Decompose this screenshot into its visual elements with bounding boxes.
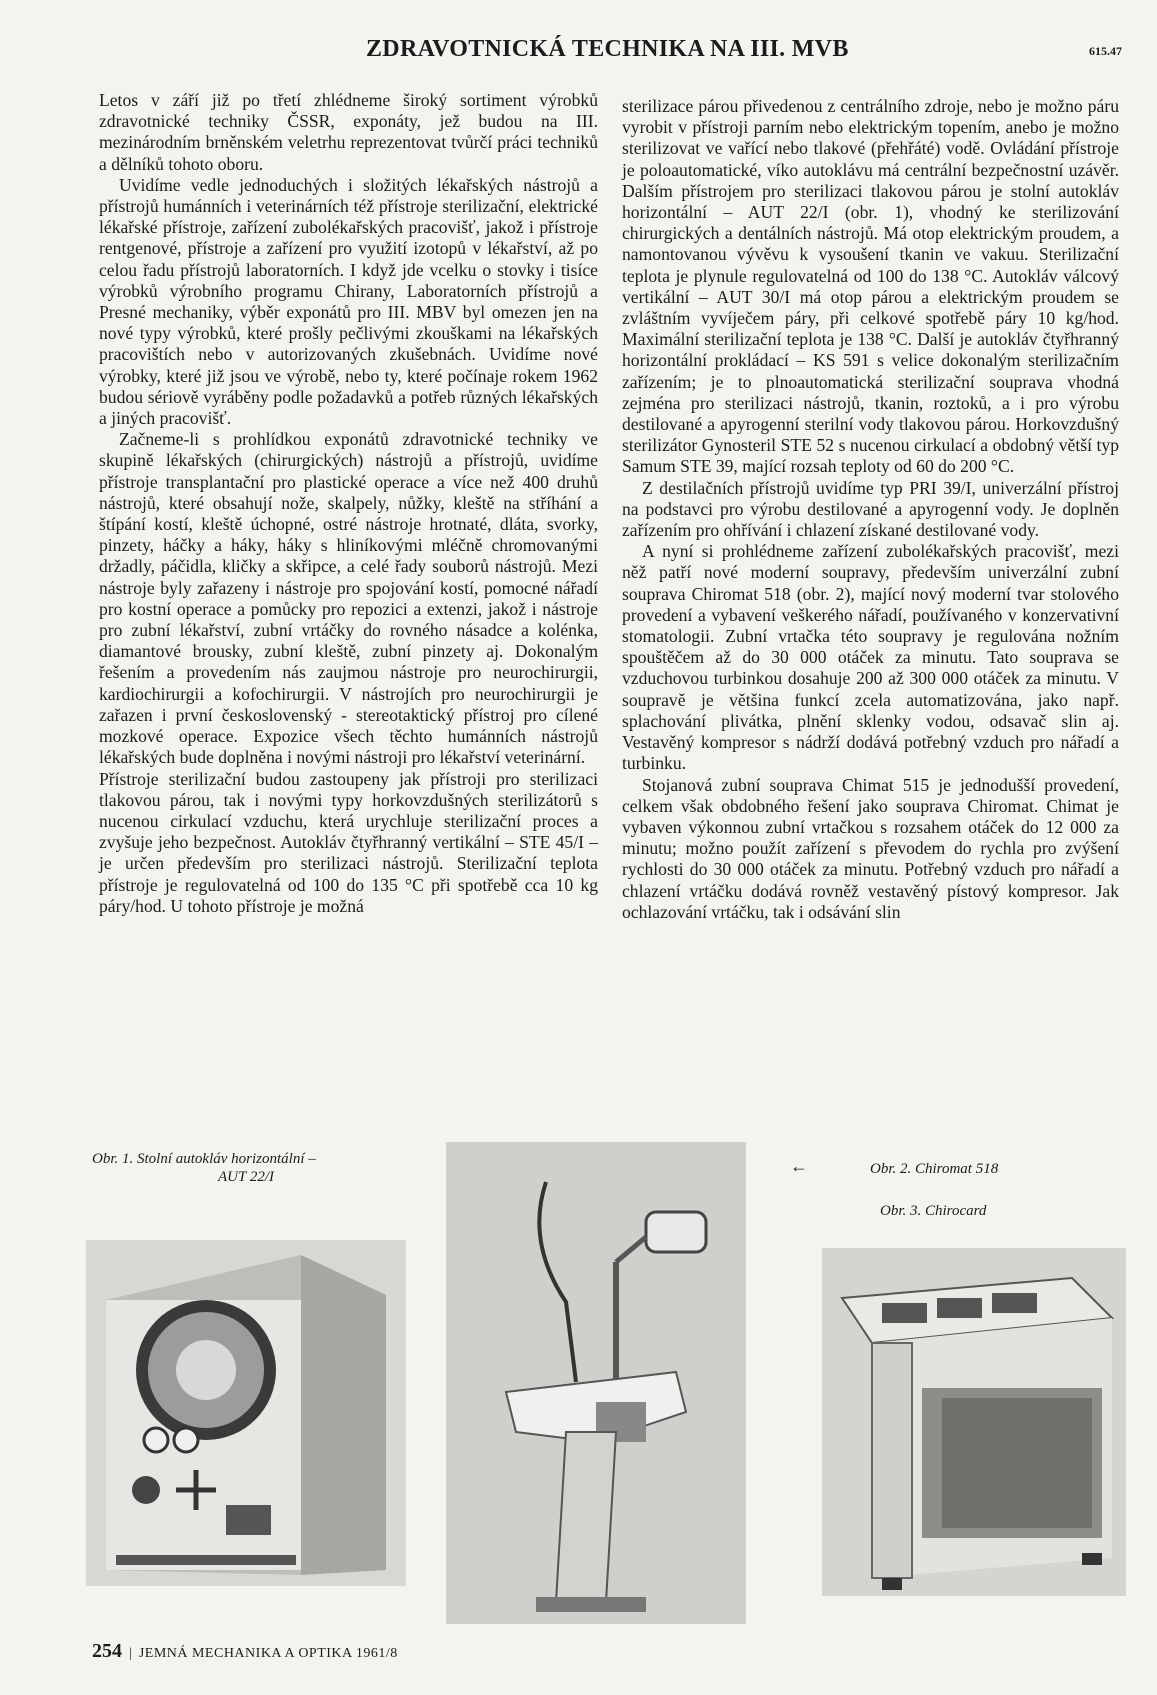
paragraph: Z destilačních přístrojů uvidíme typ PRI 39/I, univerzální přístroj na podstavci pro výrobu destilované a apyrogenní vody. Je doplněn zařízením pro ohřívání i chlazení získané destilované vody.: [622, 477, 1119, 541]
figure-3-caption: Obr. 3. Chirocard: [880, 1203, 987, 1219]
figure-2-caption: Obr. 2. Chiromat 518: [870, 1161, 999, 1177]
figure-1-caption-line1: Obr. 1. Stolní autokláv horizontální –: [92, 1151, 316, 1167]
journal-name: JEMNÁ MECHANIKA A OPTIKA 1961/8: [138, 1646, 398, 1661]
article-column-left: [99, 90, 598, 917]
figure-1-photo: [86, 1240, 406, 1586]
page-footer: [92, 1640, 398, 1663]
figure-1-caption-line2: AUT 22/I: [218, 1169, 274, 1185]
page-title: ZDRAVOTNICKÁ TECHNIKA NA III. MVB: [366, 36, 849, 62]
classification-code: 615.47: [1089, 44, 1122, 58]
page-number: 254: [92, 1640, 122, 1662]
article-column-right: [622, 96, 1119, 923]
paragraph: Stojanová zubní souprava Chimat 515 je jednodušší provedení, celkem však obdobného řešení jako souprava Chiromat. Chimat je vybaven výkonnou zubní vrtačkou s rozsahem otáček do 12 000 za minutu; možno použít zařízení s převodem do rychla pro zvýšení rychlosti do 30 000 otáček za minutu. Potřebný vzduch pro nářadí a chlazení vrtáčku dodává rovněž vestavěný pístový kompresor. Jak ochlazování vrtáčku, tak i odsávání slin: [622, 774, 1119, 922]
paragraph: Přístroje sterilizační budou zastoupeny jak přístroji pro sterilizaci tlakovou párou, tak i novými typy horkovzdušných sterilizátorů s nucenou cirkulací vzduchu, která urychluje sterilizační proces a zvyšuje jeho bezpečnost. Autokláv čtyřhranný vertikální – STE 45/I – je určen především pro sterilizaci nástrojů. Sterilizační teplota přístroje je regulovatelná od 100 do 135 °C při spotřebě cca 10 kg páry/hod. U tohoto přístroje je možná: [99, 768, 598, 916]
chirocard-illustration: [822, 1248, 1126, 1596]
paragraph: Začneme-li s prohlídkou exponátů zdravotnické techniky ve skupině lékařských (chirurgických) nástrojů a přístrojů, uvidíme přístroje transplantační pro plastické operace a více než 400 druhů nástrojů, které obsahují nože, skalpely, nůžky, kleště na stříhání a štípání kostí, kleště úchopné, ostré nástroje hrotnaté, dláta, svorky, pinzety, háčky a háky, háky s hliníkovými mléčně chromovanými držadly, páčidla, kličky a skřipce, a celé řady souborů nástrojů. Mezi nástroje byly zařazeny i nástroje pro spojování kostí, pomocné nářadí pro kostní operace a pomůcky pro repozici a extenzi, jakož i nástroje pro zubní lékařství, zubní vrtáčky do rovného násadce a kolénka, diamantové brousky, zubní kleště, zubní pinzety aj. Dokonalým řešením a provedením nás zaujmou nástroje pro neurochirurgii, kardiochirurgii a kofochirurgii. V nástrojích pro neurochirurgii je zařazen i první československý - stereotaktický přístroj pro cílené mozkové operace. Expozice všech těchto humánních nástrojů lékařských bude doplněna i novými nástroji pro lékařství veterinární.: [99, 429, 598, 768]
arrow-left-icon: ←: [790, 1156, 808, 1176]
footer-separator: |: [129, 1646, 132, 1661]
figure-3-photo: [822, 1248, 1126, 1596]
dental-unit-illustration: [446, 1142, 746, 1624]
paragraph: A nyní si prohlédneme zařízení zubolékařských pracovišť, mezi něž patří nové moderní soupravy, především univerzální zubní souprava Chiromat 518 (obr. 2), mající nový moderní tvar stolového provedení a vybavení veškerého nářadí, používaného v konzervativní stomatologii. Zubní vrtačka této soupravy je regulována nožním spouštěčem až do 30 000 otáček za minutu. Tato souprava se vzduchovou turbinkou dosahuje 200 až 300 000 otáček za minutu. V soupravě je většina funkcí zcela automatizována, jako např. splachování plivátka, plnění sklenky vodou, odsavač slin aj. Vestavěný kompresor s nádrží dodává potřebný vzduch pro nářadí a turbinku.: [622, 541, 1119, 774]
autoclave-illustration: [86, 1240, 406, 1586]
paragraph: Uvidíme vedle jednoduchých i složitých lékařských nástrojů a přístrojů humánních i veterinárních též přístroje sterilizační, elektrické lékařské přístroje, zařízení zubolékařských pracovišť, jakož i přístroje rentgenové, přístroje a zařízení pro využití izotopů v lékařství, až po celou řadu přístrojů laboratorních. I když jde vcelku o stovky i tisíce výrobků výrobního programu Chirany, Laboratorních přístrojů a Presné mechaniky, výběr exponátů pro III. MBV byl omezen jen na nové typy výrobků, které prošly pečlivými zkouškami na lékařských pracovištích nebo v autorizovaných zkušebnách. Uvidíme nové výrobky, které již jsou ve výrobě, nebo ty, které počínaje rokem 1962 budou sériově vyráběny podle požadavků a potřeb různých lékařských a jiných pracovišť.: [99, 174, 598, 429]
paragraph: Letos v září již po třetí zhlédneme široký sortiment výrobků zdravotnické techniky ČSSR, exponáty, jež budou na III. mezinárodním brněnském veletrhu reprezentovat tvůrčí práci techniků a dělníků tohoto oboru.: [99, 90, 598, 174]
paragraph: sterilizace párou přivedenou z centrálního zdroje, nebo je možno páru vyrobit v přístroji parním nebo elektrickým topením, anebo je možno sterilizovat ve vařící nebo tlakové (přehřáté) vodě. Ovládání přístroje je poloautomatické, víko autoklávu má centrální bezpečnostní uzávěr. Dalším přístrojem pro sterilizaci tlakovou párou je stolní autokláv horizontální – AUT 22/I (obr. 1), vhodný ke sterilizování chirurgických a dentálních nástrojů. Má otop elektrickým proudem, a namontovanou vývěvu k vysoušení tkanin ve vakuu. Sterilizační teplota je plynule regulovatelná od 100 do 138 °C. Autokláv válcový vertikální – AUT 30/I má otop párou a elektrickým proudem se zvláštním vyvíječem páry, při celkové spotřebě páry 10 kg/hod. Maximální sterilizační teplota je 138 °C. Další je autokláv čtyřhranný horizontální prokládací – KS 591 s velice dokonalým sterilizačním zařízením; je to plnoautomatická sterilizační souprava vhodná zejména pro sterilizaci nástrojů, tkanin, roztoků, a i pro výrobu destilované a apyrogenní sterilní vody tlakovou párou. Horkovzdušný sterilizátor Gynosteril STE 52 s nucenou cirkulací a obdobný větší typ Samum STE 39, mající rozsah teploty od 60 do 200 °C.: [622, 96, 1119, 477]
figure-2-photo: [446, 1142, 746, 1624]
figure-1-caption: [92, 1150, 417, 1186]
